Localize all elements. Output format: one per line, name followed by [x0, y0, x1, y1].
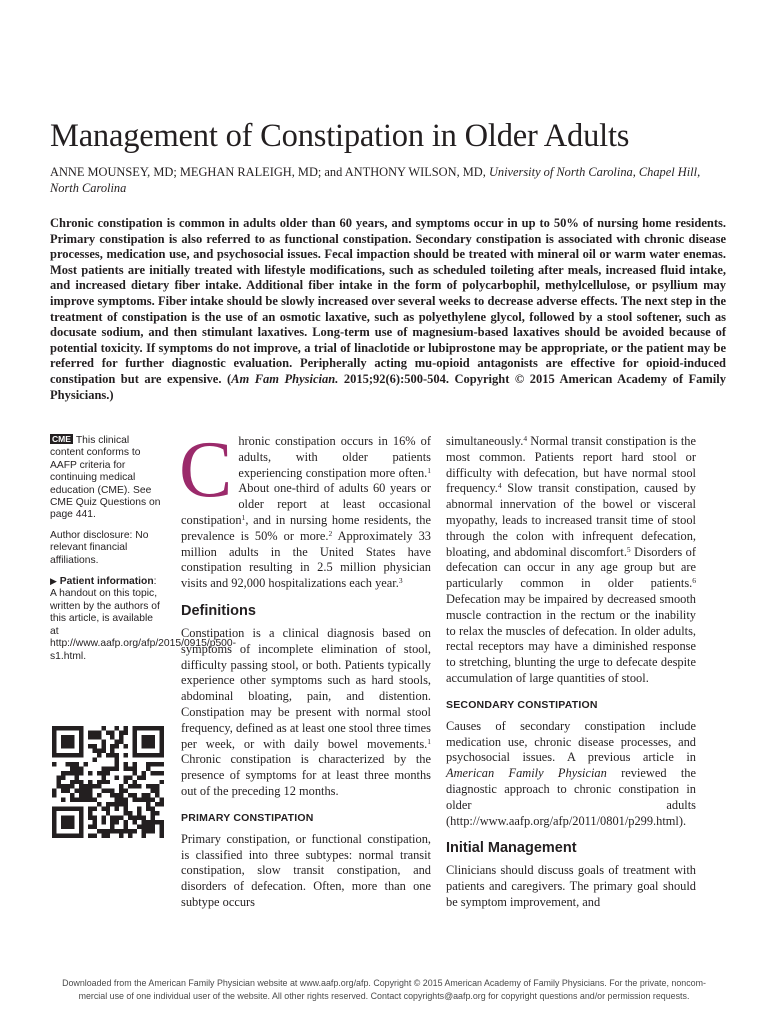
intro-paragraph: [179, 426, 431, 592]
cme-badge: CME: [52, 434, 71, 444]
primary-constipation-paragraph: Primary constipation, or functional constipation, is classified into three subtypes: normal transit constipation, slow transit constipation, and disorders of defecation. Often, more than one subtype occurs: [181, 831, 431, 909]
initial-management-heading: Initial Management: [446, 840, 577, 857]
drop-cap: C: [179, 426, 233, 514]
subtypes-text: Normal transit constipation is the most common. Patients report hard stool or difficulty with defecation, but have normal stool frequency.: [446, 434, 696, 496]
abstract: [50, 216, 726, 403]
journal-name: American Family Physician: [446, 766, 607, 781]
footer-line: mercial use of one individual user of the website. All other rights reserved. Contact copyrights@aafp.org for copyright questions and/or permission requests.: [78, 991, 690, 1001]
intro-text: Approximately 33 million adults in the United States have constipation resulting in 2.5 million physician visits and 92,000 hospitalizations each year.: [181, 528, 431, 591]
article-title: Management of Constipation in Older Adults: [50, 118, 630, 154]
secondary-text: Causes of secondary constipation include medication use, chronic disease processes, and psychosocial issues. A previous article in: [446, 718, 696, 765]
qr-code-icon[interactable]: [50, 726, 166, 838]
reference-mark: 1: [427, 736, 431, 746]
cme-note: [50, 434, 162, 522]
reference-mark: 5: [626, 544, 631, 554]
reference-mark: 2: [328, 528, 333, 538]
subtypes-text: simultaneously.: [446, 434, 524, 448]
copyright-footer: [40, 977, 728, 1003]
definitions-paragraph: [181, 626, 431, 800]
body-column-1: [179, 426, 431, 911]
patient-info-text[interactable]: : A handout on this topic, written by the authors of this article, is available at http://www.aafp.org/afp/2015/0915/p500-s1.html.: [50, 576, 237, 662]
reference-mark: 4: [497, 481, 502, 491]
initial-management-paragraph: Clinicians should discuss goals of treatment with patients and caregivers. The primary goal should be symptom improvement, and: [446, 863, 696, 909]
subtypes-text: Disorders of defecation can occur in any age group but are particularly common in older patients.: [446, 544, 696, 591]
qr-code-graphic: [50, 726, 166, 838]
author-affiliation: University of North Carolina, Chapel Hill, North Carolina: [50, 165, 701, 195]
reference-mark: 3: [398, 576, 403, 586]
definitions-heading: Definitions: [181, 602, 256, 619]
intro-text: About one-third of adults 60 years or older report at least occasional constipation: [181, 481, 431, 527]
definitions-text: Constipation is a clinical diagnosis based on symptoms of incomplete elimination of stool, difficulty passing stool, or both. Patients typically experience other symptoms such as hard stools, abdominal bloating, pain, and distention. Constipation may be present with normal stool frequency, defined as at least one stool three times per week, or with daily bowel movements.: [181, 625, 431, 751]
citation-details: 2015;92(6):500-504. Copyright © 2015 American Academy of Family Physicians.): [50, 371, 726, 402]
citation-journal: Am Fam Physician.: [231, 371, 339, 386]
intro-text: hronic constipation occurs in 16% of adults, with older patients experiencing constipation more often.: [238, 434, 431, 480]
subtypes-text: Slow transit constipation, caused by abnormal innervation of the bowel or visceral myopathy, leads to increased transit time of stool through the colon with infrequent defecation, bloating, and abdominal discomfort.: [446, 481, 696, 559]
subtypes-text: Defecation may be impaired by decreased smooth muscle contraction in the rectum or the inability to relax the muscles of defecation. In older adults, rectal receptors may have a diminished response to stretching, blunting the urge to defecate despite accumulation of large quantities of stool.: [446, 591, 696, 685]
secondary-constipation-paragraph: [446, 719, 696, 830]
reference-mark: 6: [692, 576, 696, 586]
secondary-constipation-heading: SECONDARY CONSTIPATION: [446, 698, 598, 711]
patient-info-label: Patient information: [59, 576, 154, 588]
intro-text: , and in nursing home residents, the prevalence is 50% or more.: [181, 512, 431, 543]
author-disclosure: Author disclosure: No relevant financial affiliations.: [50, 529, 149, 566]
secondary-text[interactable]: reviewed the diagnostic approach to chronic constipation in older adults (http://www.aafp.org/afp/2011/0801/p299.html).: [446, 766, 696, 828]
cme-text: This clinical content conforms to AAFP criteria for continuing medical education (CME). See CME Quiz Questions on page 441.: [50, 435, 161, 521]
reference-mark: 1: [241, 512, 246, 522]
subtypes-paragraph: [446, 434, 696, 687]
primary-constipation-heading: PRIMARY CONSTIPATION: [181, 811, 314, 824]
triangle-bullet-icon: ▶: [50, 576, 57, 587]
author-line: [50, 164, 730, 196]
reference-mark: 4: [523, 434, 528, 443]
author-names: ANNE MOUNSEY, MD; MEGHAN RALEIGH, MD; and ANTHONY WILSON, MD,: [50, 165, 486, 179]
reference-mark: 1: [427, 465, 431, 475]
footer-line: Downloaded from the American Family Physician website at www.aafp.org/afp. Copyright © 2015 American Academy of Family Physicians. For the private, noncom-: [62, 978, 706, 988]
body-column-2: [446, 434, 696, 911]
definitions-text: Chronic constipation is characterized by the presence of symptoms for at least three months out of the preceding 12 months.: [181, 752, 431, 798]
abstract-text: Chronic constipation is common in adults older than 60 years, and symptoms occur in up to 50% of nursing home residents. Primary constipation is also referred to as functional constipation. Secondary constipation is associated with chronic disease processes, medication use, and psychosocial issues. Fecal impaction should be treated with mineral oil or warm water enemas. Most patients are initially treated with lifestyle modifications, such as scheduled toileting after meals, increased fluid intake, and increased dietary fiber intake. Additional fiber intake in the form of polycarbophil, methylcellulose, or psyllium may improve symptoms. Fiber intake should be slowly increased over several weeks to decrease adverse effects. The next step in the treatment of constipation is the use of an osmotic laxative, such as polyethylene glycol, followed by a stool softener, such as docusate sodium, and then stimulant laxatives. Long-term use of magnesium-based laxatives should be avoided because of potential toxicity. If symptoms do not improve, a trial of linaclotide or lubiprostone may be appropriate, or the patient may be referred for further diagnostic evaluation. Peripherally acting mu-opioid antagonists are effective for opioid-induced constipation but are expensive. (: [50, 216, 726, 386]
